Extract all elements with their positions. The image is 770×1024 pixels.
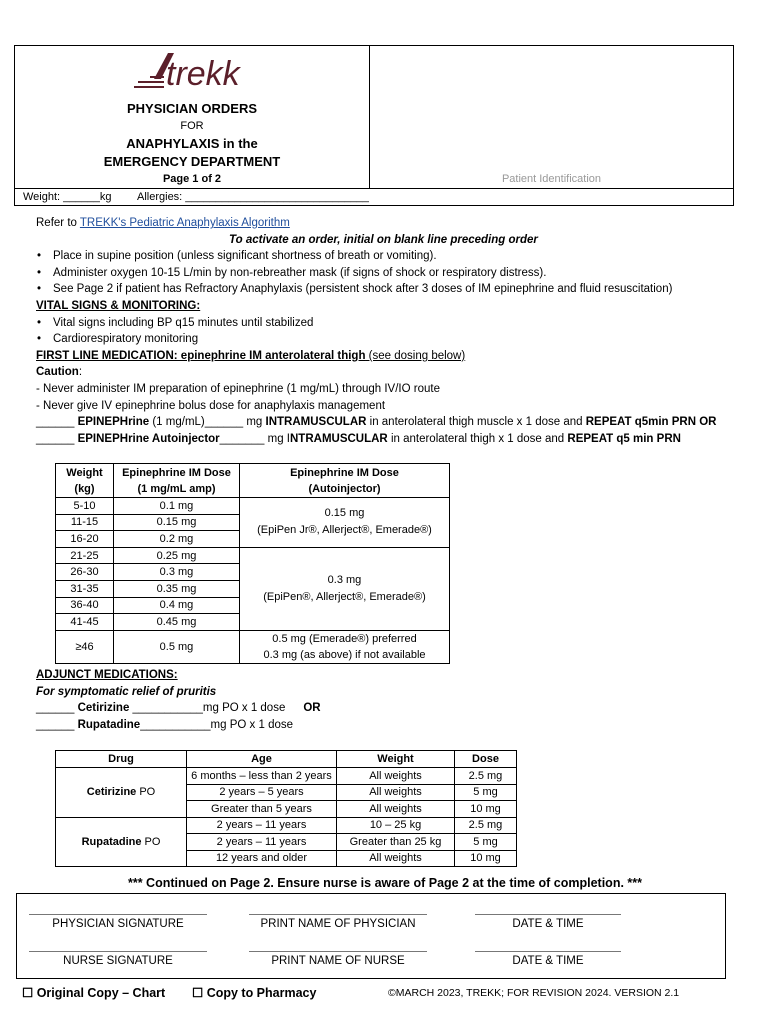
col-autoinjector: Epinephrine IM Dose (Autoinjector) (240, 464, 450, 498)
allergies-field[interactable]: Allergies: ______________________________ (137, 191, 369, 203)
cetirizine-order[interactable]: ______ Cetirizine ___________mg PO x 1 dose OR (36, 702, 321, 715)
intro-section (36, 215, 717, 447)
table-row: 16-20 0.2 mg (56, 531, 450, 548)
nurse-name-line[interactable] (249, 951, 427, 952)
col-weight: Weight (kg) (56, 464, 114, 498)
physician-name-line[interactable] (249, 914, 427, 915)
vitals-bullets (36, 315, 717, 348)
pharmacy-copy-option[interactable]: ☐ Copy to Pharmacy (192, 986, 317, 1000)
autoinjector-03: 0.3 mg (EpiPen®, Allerject®, Emerade®) (240, 547, 450, 630)
table-row: 2 years – 11 years Greater than 25 kg 5 mg (56, 834, 517, 851)
cetirizine-cell: Cetirizine PO (56, 768, 187, 818)
table-row: 5-10 0.1 mg 0.15 mg (EpiPen Jr®, Allerject®, Emerade®) (56, 498, 450, 515)
physician-signature-label: PHYSICIAN SIGNATURE (52, 918, 184, 930)
activate-instruction: To activate an order, initial on blank line preceding order (229, 233, 538, 246)
header-box (14, 45, 734, 206)
subtitle-line2: EMERGENCY DEPARTMENT (103, 154, 281, 169)
table-row: 26-30 0.3 mg (56, 564, 450, 581)
trekk-logo (128, 49, 258, 93)
title: PHYSICIAN ORDERS (126, 101, 258, 116)
col-dose: Epinephrine IM Dose (1 mg/mL amp) (114, 464, 240, 498)
col-dose: Dose (455, 751, 517, 768)
table-row: 31-35 0.35 mg (56, 580, 450, 597)
autoinjector-05: 0.5 mg (Emerade®) preferred 0.3 mg (as above) if not available (240, 630, 450, 663)
col-weight: Weight (337, 751, 455, 768)
subtitle-line1: ANAPHYLAXIS in the (126, 136, 258, 151)
table-row: ≥46 0.5 mg 0.5 mg (Emerade®) preferred 0.3 mg (as above) if not available (56, 630, 450, 663)
table-row: 21-25 0.25 mg 0.3 mg (EpiPen®, Allerject®, Emerade®) (56, 547, 450, 564)
list-item: • Administer oxygen 10-15 L/min by non-rebreather mask (if signs of shock or respiratory distress). (53, 265, 717, 282)
adjunct-section (36, 667, 321, 733)
list-item: • Cardiorespiratory monitoring (53, 331, 717, 348)
checkbox-icon[interactable]: ☐ (192, 986, 204, 1000)
physician-signature-line[interactable] (29, 914, 207, 915)
adjunct-heading: ADJUNCT MEDICATIONS: (36, 669, 178, 681)
vitals-heading: VITAL SIGNS & MONITORING: (36, 299, 201, 312)
weight-allergies-row (15, 188, 733, 205)
list-item: • See Page 2 if patient has Refractory Anaphylaxis (persistent shock after 3 doses of IM epinephrine and fluid resuscitation) (53, 281, 717, 298)
epinephrine-order[interactable]: ______ EPINEPHrine (1 mg/mL)______ mg INTRAMUSCULAR in anterolateral thigh muscle x 1 dose and REPEAT q5min PRN OR (36, 416, 717, 429)
rupatadine-cell: Rupatadine PO (56, 817, 187, 867)
header-title-panel (15, 46, 370, 188)
checkbox-icon[interactable]: ☐ (22, 986, 34, 1000)
weight-field[interactable]: Weight: ______kg (23, 191, 112, 203)
caution-heading: Caution: (36, 366, 83, 379)
caution-line-2: - Never give IV epinephrine bolus dose for anaphylaxis management (36, 399, 386, 412)
table-row: 2 years – 5 years All weights 5 mg (56, 784, 517, 801)
epinephrine-dose-table (55, 463, 450, 664)
nurse-signature-label: NURSE SIGNATURE (63, 955, 173, 967)
col-drug: Drug (56, 751, 187, 768)
col-age: Age (187, 751, 337, 768)
nurse-signature-line[interactable] (29, 951, 207, 952)
autoinjector-015: 0.15 mg (EpiPen Jr®, Allerject®, Emerade®) (240, 498, 450, 548)
list-item: • Vital signs including BP q15 minutes until stabilized (53, 315, 717, 332)
patient-identification-area[interactable] (370, 46, 733, 188)
physician-date-label: DATE & TIME (512, 918, 584, 930)
first-line-heading: FIRST LINE MEDICATION: epinephrine IM anterolateral thigh (see dosing below) (36, 349, 466, 362)
adjunct-subheading: For symptomatic relief of pruritis (36, 685, 217, 698)
table-row: 36-40 0.4 mg (56, 597, 450, 614)
nurse-date-line[interactable] (475, 951, 621, 952)
physician-name-label: PRINT NAME OF PHYSICIAN (260, 918, 416, 930)
table-row: Cetirizine PO 6 months – less than 2 years All weights 2.5 mg (56, 768, 517, 785)
table-row: Rupatadine PO 2 years – 11 years 10 – 25 kg 2.5 mg (56, 817, 517, 834)
caution-line-1: - Never administer IM preparation of epinephrine (1 mg/mL) through IV/IO route (36, 382, 440, 395)
refer-text: Refer to (36, 217, 80, 229)
continued-notice: *** Continued on Page 2. Ensure nurse is aware of Page 2 at the time of completion. *** (127, 876, 642, 890)
copyright: ©MARCH 2023, TREKK; FOR REVISION 2024. VERSION 2.1 (388, 987, 680, 999)
nurse-name-label: PRINT NAME OF NURSE (271, 955, 405, 967)
physician-date-line[interactable] (475, 914, 621, 915)
epinephrine-autoinjector-order[interactable]: ______ EPINEPHrine Autoinjector_______ mg INTRAMUSCULAR in anterolateral thigh x 1 dose and REPEAT q5 min PRN (36, 432, 681, 445)
table-row: 12 years and older All weights 10 mg (56, 850, 517, 867)
adjunct-dose-table (55, 750, 517, 867)
original-copy-option[interactable]: ☐ Original Copy – Chart (22, 986, 166, 1000)
table-row: Greater than 5 years All weights 10 mg (56, 801, 517, 818)
patient-id-label: Patient Identification (501, 173, 602, 185)
intro-bullets (36, 248, 717, 298)
list-item: • Place in supine position (unless significant shortness of breath or vomiting). (53, 248, 717, 265)
page-number: Page 1 of 2 (162, 173, 222, 185)
nurse-date-label: DATE & TIME (512, 955, 584, 967)
algorithm-link[interactable]: TREKK's Pediatric Anaphylaxis Algorithm (79, 217, 290, 229)
for-label: FOR (180, 120, 204, 132)
table-row: 41-45 0.45 mg (56, 614, 450, 631)
signature-box (16, 893, 726, 979)
table-row: 11-15 0.15 mg (56, 514, 450, 531)
logo-text: trekk (166, 55, 240, 93)
rupatadine-order[interactable]: ______ Rupatadine___________mg PO x 1 dose (36, 718, 294, 731)
